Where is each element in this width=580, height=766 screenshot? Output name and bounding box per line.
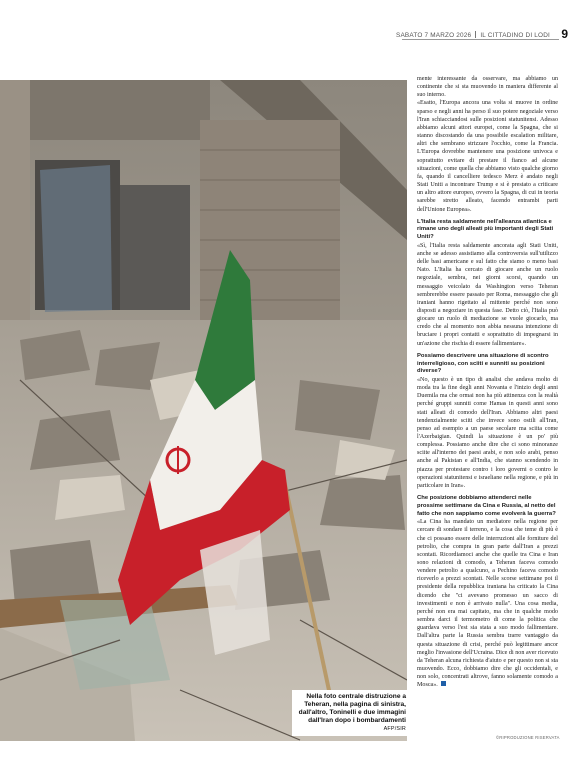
copyright-notice: ©RIPRODUZIONE RISERVATA [496, 735, 560, 740]
interview-answer: «La Cina ha mandato un mediatore nella regione per cercare di sondare il terreno, e la cosa che teme di più è che ci possano essere delle interruzioni alle forniture del petrolio, che compra in gran parte dall'Iran a prezzi scontati. Ricordiamoci anche che quelle tra Cina e Iran sono relazioni di comodo, a Teheran faceva comodo vendere petrolio a qualcuno, a Pechino faceva comodo riceverlo a prezzi scontati. Nelle scorse settimane poi il presidente della repubblica iraniana ha criticato la Cina dicendo che "ci avevano promesso un sacco di investimenti e non è arrivato nulla". Una cosa media, perché non era mai capitato, ma che in qualche modo sembra darci il termometro di come la politica che guardava verso l'est sia stata a suo modo fallimentare. Dall'altra parte la Russia sembra trarre vantaggio da questa situazione di crisi, perché può legittimare ancor meglio l'invasione dell'Ucraina. Dice di non aver ricevuto da Teheran alcuna richiesta d'aiuto e per questo non si sta muovendo. Ecco, dobbiamo dire che gli occidentali, e non solo, concentrati altrove, fanno solamente comodo a Mosca». [417, 519, 558, 689]
interview-answer: mente interessante da osservare, ma abbiamo un continente che si sta muovendo in maniera differente al suo interno. [417, 76, 558, 99]
photo-credit: AFP/SIR [383, 726, 406, 732]
article-column [417, 75, 558, 689]
photo-caption [292, 690, 410, 736]
page-number: 9 [561, 27, 568, 41]
publication-name: IL CITTADINO DI LODI [480, 32, 550, 39]
concrete-slab [30, 80, 210, 140]
caption-text: Nella foto centrale distruzione a Teheran, nella pagina di sinistra, dall'altro, Toninelli e due immagini dall'Iran dopo i bombardamenti [298, 693, 406, 724]
broken-glass [40, 165, 112, 312]
header-rule [402, 39, 559, 40]
window-opening [120, 185, 190, 310]
page-header [0, 0, 580, 44]
interview-answer: «Sì, l'Italia resta saldamente ancorata agli Stati Uniti, anche se adesso assistiamo alla controversia sull'utilizzo delle basi americane e sul fatto che siamo o meno basi Nato. L'Italia ha cercato di giocare anche un ruolo negoziale, sembra, nei giorni scorsi, quando un messaggio veicolato da Washington verso Teheran sembrerebbe essere passato per Roma, messaggio che gli iraniani hanno rigettato al mittente perché non sono disposti a negoziare in questa fase. Detto ciò, l'Italia può giocare un ruolo di mediazione se vuole giocarlo, ma credo che al momento non abbia nessuna intenzione di bruciare i propri contatti e soprattutto di impegnarsi in un'azione che rischia di essere fallimentare». [417, 242, 558, 347]
issue-date: SABATO 7 MARZO 2026 [396, 32, 472, 39]
running-head [396, 31, 550, 39]
interview-answer: «Esatto, l'Europa ancora una volta si muove in ordine sparso e negli anni ha perso il suo potere negoziale verso l'Iran schiacciandosi sulle posizioni statunitensi. Adesso abbiamo alcuni attori europei, come la Spagna, che si stanno discostando da una possibile escalation militare, altri che sembrano strizzare l'occhio, come la Francia. L'Europa dovrebbe mantenere una posizione univoca e soprattutto evitare di prestare il fianco ad alcune situazioni, come quella che abbiamo visto qualche giorno fa, quando il cancelliere tedesco Merz è andato negli Stati Uniti a incontrare Trump e si è prestato a criticare un altro attore europeo, ovvero la Spagna, di cui in teoria sarebbe stretto alleato, facendo entrambi parti dell'Unione Europea». [417, 100, 558, 213]
interview-question: Possiamo descrivere una situazione di scontro interreligioso, con sciiti e sunniti su posizioni diverse? [417, 352, 549, 375]
header-separator [475, 31, 476, 38]
interview-question: L'Italia resta saldamente nell'alleanza atlantica e rimane uno degli alleati più importanti degli Stati Uniti? [417, 218, 554, 241]
news-photo-destruction-teheran [0, 80, 407, 741]
interview-question: Che posizione dobbiamo attenderci nelle prossime settimane da Cina e Russia, al netto del fatto che non sappiamo come evolverà la guerra? [417, 495, 556, 517]
interview-answer: «No, questo è un tipo di analisi che andava molto di moda tra la fine degli anni Novanta e l'inizio degli anni Duemila ma che ormai non ha più attinenza con la realtà perché gruppi sunniti come Hamas in questi anni sono stati alleati di comodo dell'Iran. Abbiamo altri paesi tendenzialmente sciiti che invece sono ostili all'Iran, penso ad esempio a un paese secolare ma sciita come l'Azerbaigian. Quindi la situazione è un po' più complessa. Possiamo anche dire che ci sono minoranze sciite all'interno dei paesi arabi, e non solo arabi, penso anche al Pakistan e all'India, che stanno scendendo in piazza per protestare contro i loro governi o contro le operazioni statunitensi e israeliane nella regione, e più in particolare in Iran». [417, 376, 558, 489]
photo-illustration [0, 80, 407, 741]
article-end-mark [441, 681, 446, 686]
